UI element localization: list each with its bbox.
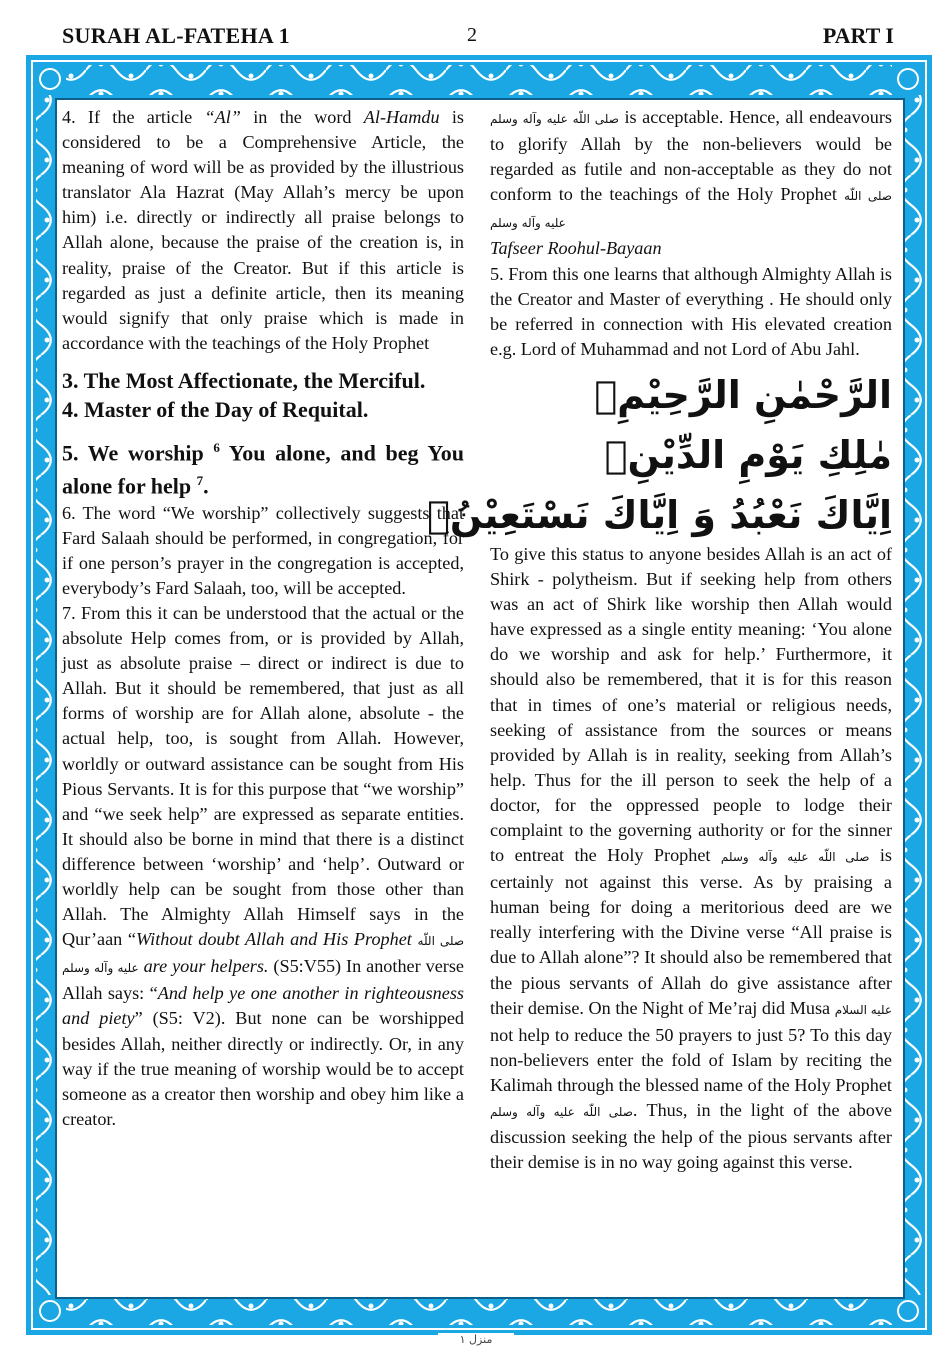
quran-quote: are your helpers. (138, 956, 269, 977)
note-4-text: is considered to be a Comprehensive Article, the meaning of word will be as provided by the illustrious translator Ala Hazrat (May Allah’s mercy be upon him) i.e. directly or indirectly all praise belongs to Allah alone, because the praise of the creation is, in reality, praise of the Creator. But if this article is regarded as just a definite article, then its meaning would signify that only praise which is made in accordance with the teachings of the Holy Prophet (62, 107, 464, 353)
surah-title: SURAH AL-FATEHA 1 (62, 23, 290, 48)
note-7 (62, 601, 464, 1132)
salawat-text: صلى اللّه عليه وآله وسلم (720, 850, 870, 865)
note-7-text: (S5:V55) In another verse Allah says: “ (62, 956, 464, 1004)
verse-5-text: . (203, 473, 209, 499)
arabic-verse-2: مٰلِكِ يَوْمِ الدِّيْنِۗ (604, 432, 892, 477)
left-column (62, 105, 464, 1132)
continued-text: is acceptable. Hence, all endeavours to glorify Allah by the non-believers would be regarded as futile and non-acceptable as they do not conform to the teachings of the Holy Prophet (490, 107, 892, 205)
verse-5-text: 5. We worship (62, 440, 214, 466)
arabic-verse-3: اِيَّاكَ نَعْبُدُ وَ اِيَّاكَ نَسْتَعِيْنُۗ (427, 492, 892, 537)
footnote-ref-6: 6 (213, 439, 220, 455)
manzil-tab: منزل ١ (438, 1333, 514, 1349)
verse-5-heading (62, 434, 464, 501)
al-hamdu-term: Al-Hamdu (363, 107, 440, 127)
quran-quote: Without doubt Allah and His Prophet (136, 929, 418, 950)
right-column (427, 105, 892, 1175)
continued-paragraph (490, 105, 892, 262)
shirk-text: . Thus, in the light of the above discussion seeking the help of the pious servants after their demise is in no way going against this verse. (490, 1100, 892, 1173)
quran-quote: And help ye one another in righteousness and piety (62, 983, 464, 1029)
note-4 (62, 105, 464, 356)
alayhis-salam-text: عليه السلام (834, 1002, 892, 1017)
part-label: PART I (822, 23, 894, 48)
shirk-paragraph (490, 542, 892, 1175)
salawat-text: صلى اللّه عليه وآله وسلم (490, 1105, 633, 1119)
page-header (0, 0, 952, 52)
shirk-text: is certainly not against this verse. As by praising a human being for doing a meritorious deed are we really interfering with the Divine verse “All praise is due to Allah alone”? It should also be remembered that the pious servants of Allah do give assistance after their demise. On the Night of Me’raj did Musa (490, 845, 892, 1018)
footnote-ref-7: 7 (196, 473, 204, 489)
arabic-verse-1: الرَّحْمٰنِ الرَّحِيْمِۙ (594, 372, 892, 417)
verse-5-text: You alone, and beg You alone for help (62, 440, 465, 499)
note-7-text: ” (S5: V2). But none can be worshipped besides Allah, neither directly or indirectly. Or, in any way if the true meaning of worship would be to accept someone as a creator then worship and obey him like a creator. (62, 1008, 464, 1129)
note-7-text: 7. From this it can be understood that the actual or the absolute Help comes from, or is provided by Allah, just as absolute praise – direct or indirect is due to Allah. But it should be remembered, that just as all forms of worship are for Allah alone, absolute - the actual help, too, is sought from Allah. However, worldly or outward assistance can be sought from His Pious Servants. It is for this purpose that “we worship” and “we seek help” are expressed as separate entities. It should also be borne in mind that there is a distinct difference between ‘worship’ and ‘help’. Outward or worldly help can be sought from those other than Allah. The Almighty Allah Himself says in the Qur’aan “ (62, 602, 464, 950)
note-4-text: in the word (240, 107, 364, 127)
salawat-text: صلى اللّه عليه وآله وسلم (62, 934, 465, 976)
verse-4-heading: 4. Master of the Day of Requital. (62, 396, 369, 422)
note-4-text: 4. If the article (62, 107, 205, 127)
al-term: “Al” (204, 107, 241, 127)
salawat-text: صلى اللّه عليه وآله وسلم (490, 112, 619, 126)
salawat-text: صلى اللّه عليه وآله وسلم (490, 189, 892, 231)
note-5: 5. From this one learns that although Almighty Allah is the Creator and Master of everything . He should only be referred in connection with His elevated creation e.g. Lord of Muhammad and not Lord of Abu Jahl. (490, 263, 892, 359)
verse-3-heading: 3. The Most Affectionate, the Merciful. (62, 367, 426, 393)
note-6: 6. The word “We worship” collectively suggests that Fard Salaah should be performed, in congregation, for if one person’s prayer in the congregation is accepted, everybody’s Fard Salaah, too, will be accepted. (62, 502, 464, 598)
tafseer-reference: Tafseer Roohul-Bayaan (490, 238, 662, 259)
page-number: 2 (467, 24, 477, 46)
shirk-text: To give this status to anyone besides Allah is an act of Shirk - polytheism. But if seeking help from others was an act of Shirk like worship then Allah would have expressed as a single entity meaning: ‘You alone do we worship and ask for help.’ Furthermore, it should also be remembered, that it is for this reason that in times of one’s material or religious needs, seeking of assistance from the sources or means provided by Allah is in reality, seeking from Allah’s help. Thus for the ill person to seek the help of a doctor, for the oppressed people to lodge their complaint to the governing authority or for the sinner to entreat the Holy Prophet (490, 543, 892, 866)
shirk-text: not help to reduce the 50 prayers to just 5? To this day non-believers enter the fold of Islam by reciting the Kalimah through the blessed name of the Holy Prophet (490, 1024, 892, 1095)
